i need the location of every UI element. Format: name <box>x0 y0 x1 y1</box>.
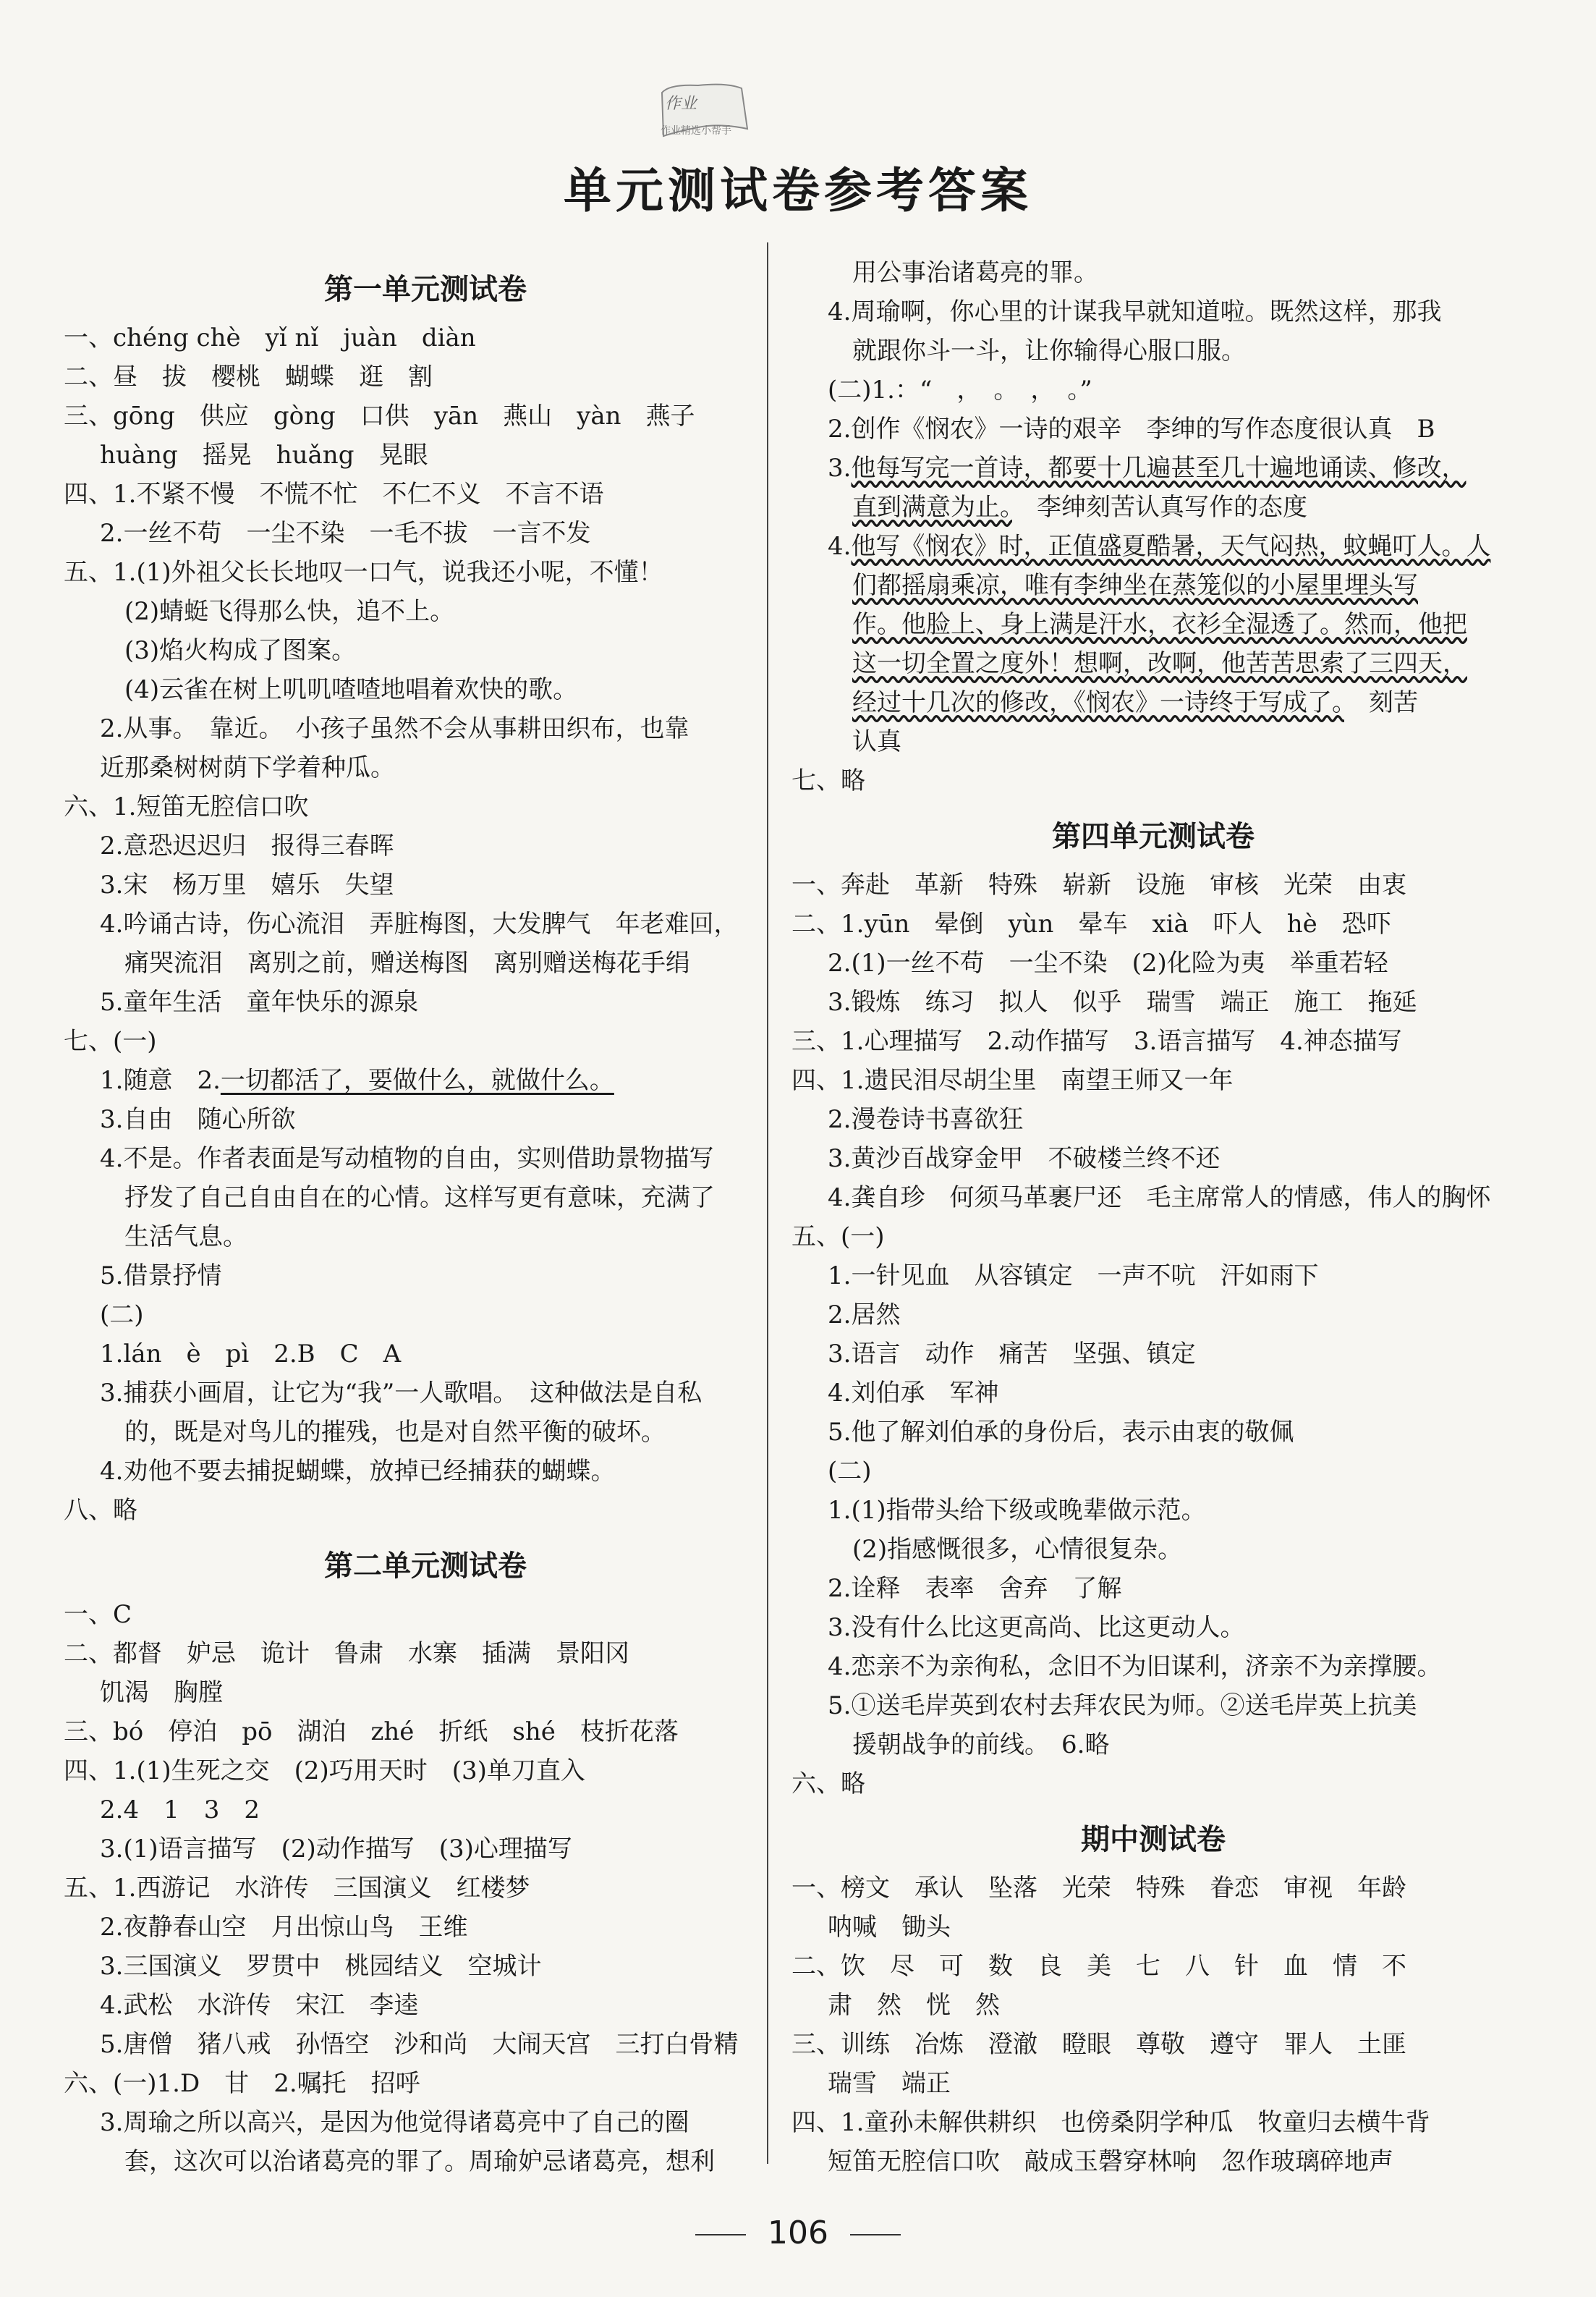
answer-line: 七、(一) <box>64 1027 157 1056</box>
answer-line: 的，既是对鸟儿的摧残，也是对自然平衡的破坏。 <box>124 1418 666 1447</box>
answer-line: 5.借景抒情 <box>100 1261 222 1290</box>
answer-line: 八、略 <box>64 1496 137 1525</box>
answer-line: 2.创作《悯农》一诗的艰辛 李绅的写作态度很认真 B <box>828 415 1435 444</box>
underlined-text: 直到满意为止。 <box>852 493 1012 522</box>
answer-line: 四、1.童孙未解供耕织 也傍桑阴学种瓜 牧童归去横牛背 <box>791 2108 1430 2137</box>
answer-line: 1.随意 2.一切都活了，要做什么，就做什么。 <box>100 1066 614 1095</box>
answer-line: 用公事治诸葛亮的罪。 <box>852 258 1098 287</box>
left-column <box>64 253 787 2181</box>
footer-dash-right <box>850 2234 901 2235</box>
answer-line: 4.周瑜啊，你心里的计谋我早就知道啦。既然这样，那我 <box>828 297 1442 326</box>
answer-line: 2.意恐迟迟归 报得三春晖 <box>100 832 394 860</box>
answer-line: 套，这次可以治诸葛亮的罪了。周瑜妒忌诸葛亮，想利 <box>124 2147 715 2176</box>
section-heading: 期中测试卷 <box>1081 1823 1226 1856</box>
answer-line: 3.他每写完一首诗，都要十几遍甚至几十遍地诵读、修改， <box>828 454 1466 483</box>
answer-line: 援朝战争的前线。 6.略 <box>852 1730 1110 1759</box>
answer-line: 六、1.短笛无腔信口吹 <box>64 792 309 821</box>
answer-line: 2.诠释 表率 舍弃 了解 <box>828 1574 1122 1603</box>
answer-line <box>791 644 1515 683</box>
answer-line: (4)云雀在树上叽叽喳喳地唱着欢快的歌。 <box>124 675 578 704</box>
answer-line: 1.(1)指带头给下级或晚辈做示范。 <box>828 1496 1206 1525</box>
answer-line: 一、chéng chè yǐ nǐ juàn diàn <box>64 323 476 352</box>
answer-line: 七、略 <box>791 766 865 795</box>
answer-line: 2.从事。 靠近。 小孩子虽然不会从事耕田织布，也靠 <box>100 714 689 743</box>
section-heading: 第一单元测试卷 <box>324 273 527 306</box>
answer-line: 3.(1)语言描写 (2)动作描写 (3)心理描写 <box>100 1835 572 1864</box>
answer-line: 5.①送毛岸英到农村去拜农民为师。②送毛岸英上抗美 <box>828 1691 1417 1720</box>
answer-line: 六、(一)1.D 甘 2.嘱托 招呼 <box>64 2069 420 2098</box>
answer-line: 1.一针见血 从容镇定 一声不吭 汗如雨下 <box>828 1261 1319 1290</box>
answer-line: 呐喊 锄头 <box>828 1913 951 1942</box>
answer-line <box>791 605 1515 644</box>
answer-line: 三、gōng 供应 gòng 口供 yān 燕山 yàn 燕子 <box>64 402 695 431</box>
answer-line: (2)指感慨很多，心情很复杂。 <box>852 1535 1183 1564</box>
answer-line: 4.劝他不要去捕捉蝴蝶，放掉已经捕获的蝴蝶。 <box>100 1457 616 1486</box>
logo-stamp <box>655 78 756 151</box>
underlined-text: 作。他脸上、身上满是汗水，衣衫全湿透了。然而，他把 <box>852 610 1467 639</box>
answer-line: 生活气息。 <box>124 1222 247 1251</box>
answer-line: 二、都督 妒忌 诡计 鲁肃 水寨 插满 景阳冈 <box>64 1639 629 1668</box>
answer-line: 三、1.心理描写 2.动作描写 3.语言描写 4.神态描写 <box>791 1027 1402 1056</box>
answer-line: 认真 <box>852 727 901 756</box>
answer-line: 四、1.(1)生死之交 (2)巧用天时 (3)单刀直入 <box>64 1756 585 1785</box>
answer-line: 肃 然 恍 然 <box>828 1991 1000 2020</box>
answer-line: 四、1.不紧不慢 不慌不忙 不仁不义 不言不语 <box>64 480 604 509</box>
answer-line: 五、1.(1)外祖父长长地叹一口气，说我还小呢，不懂！ <box>64 558 663 587</box>
answer-line: 3.三国演义 罗贯中 桃园结义 空城计 <box>100 1952 542 1981</box>
answer-line: 2.一丝不苟 一尘不染 一毛不拔 一言不发 <box>100 519 591 548</box>
answer-line: 三、bó 停泊 pō 湖泊 zhé 折纸 shé 枝折花落 <box>64 1717 679 1746</box>
section-heading: 第四单元测试卷 <box>1052 820 1255 853</box>
answer-line: 一、C <box>64 1600 132 1629</box>
answer-line: 4.恋亲不为亲徇私，念旧不为旧谋利，济亲不为亲撑腰。 <box>828 1652 1442 1681</box>
answer-line: 3.没有什么比这更高尚、比这更动人。 <box>828 1613 1245 1642</box>
page-number: 106 <box>768 2214 828 2251</box>
answer-line: 五、1.西游记 水浒传 三国演义 红楼梦 <box>64 1874 530 1903</box>
answer-line: 3.捕获小画眉，让它为“我”一人歌唱。 这种做法是自私 <box>100 1379 703 1408</box>
answer-line: 2.4 1 3 2 <box>100 1795 260 1824</box>
answer-line: 六、略 <box>791 1769 865 1798</box>
answer-line: 2.居然 <box>828 1300 901 1329</box>
answer-line: 二、昼 拔 樱桃 蝴蝶 逛 割 <box>64 363 433 392</box>
answer-line: 4.不是。作者表面是写动植物的自由，实则借助景物描写 <box>100 1144 714 1173</box>
underlined-text: 一切都活了，要做什么，就做什么。 <box>220 1066 614 1095</box>
answer-line: (二)1.：“ ， 。 ， 。” <box>828 376 1092 405</box>
answer-line: 二、1.yūn 晕倒 yùn 晕车 xià 吓人 hè 恐吓 <box>791 910 1391 939</box>
stamp-icon <box>655 78 756 151</box>
section-heading: 第二单元测试卷 <box>324 1549 527 1583</box>
answer-line: 5.他了解刘伯承的身份后，表示由衷的敬佩 <box>828 1418 1294 1447</box>
answer-line: 2.夜静春山空 月出惊山鸟 王维 <box>100 1913 468 1942</box>
answer-line <box>791 566 1515 605</box>
answer-line: huàng 摇晃 huǎng 晃眼 <box>100 441 428 470</box>
answer-line: 一、榜文 承认 坠落 光荣 特殊 眷恋 审视 年龄 <box>791 1874 1406 1903</box>
answer-line: 4.龚自珍 何须马革裹尸还 毛主席常人的情感，伟人的胸怀 <box>828 1183 1491 1212</box>
answer-line: (二) <box>100 1300 144 1329</box>
answer-line: 4.吟诵古诗，伤心流泪 弄脏梅图，大发脾气 年老难回， <box>100 910 739 939</box>
answer-line: 4.他写《悯农》时，正值盛夏酷暑，天气闷热，蚊蝇叮人。人 <box>828 532 1491 561</box>
answer-line: 4.武松 水浒传 宋江 李逵 <box>100 1991 419 2020</box>
stamp-bottom-text: 作业精选小帮手 <box>661 125 731 137</box>
answer-line: 二、饮 尽 可 数 良 美 七 八 针 血 情 不 <box>791 1952 1406 1981</box>
answer-line: 短笛无腔信口吹 敲成玉磬穿林响 忽作玻璃碎地声 <box>828 2147 1393 2176</box>
answer-line: 近那桑树树荫下学着种瓜。 <box>100 753 395 782</box>
answer-line: 3.宋 杨万里 嬉乐 失望 <box>100 871 394 900</box>
underlined-text: 经过十几次的修改，《悯农》一诗终于写成了。 <box>852 688 1344 717</box>
answer-line: 一、奔赴 革新 特殊 崭新 设施 审核 光荣 由衷 <box>791 871 1406 900</box>
underlined-text: 他写《悯农》时，正值盛夏酷暑，天气闷热，蚊蝇叮人。人 <box>851 532 1491 561</box>
answer-line: 3.锻炼 练习 拟人 似乎 瑞雪 端正 施工 拖延 <box>828 988 1417 1017</box>
answer-line: 3.自由 随心所欲 <box>100 1105 296 1134</box>
answer-line: (2)蜻蜓飞得那么快，追不上。 <box>124 597 455 626</box>
answer-line: 5.童年生活 童年快乐的源泉 <box>100 988 419 1017</box>
answer-line: 直到满意为止。 李绅刻苦认真写作的态度 <box>852 493 1307 522</box>
answer-line: 2.漫卷诗书喜欲狂 <box>828 1105 1024 1134</box>
answer-line: 五、(一) <box>791 1222 885 1251</box>
answer-line: 3.黄沙百战穿金甲 不破楼兰终不还 <box>828 1144 1221 1173</box>
underlined-text: 们都摇扇乘凉，唯有李绅坐在蒸笼似的小屋里埋头写 <box>852 571 1418 600</box>
answer-line: 抒发了自己自由自在的心情。这样写更有意味，充满了 <box>124 1183 715 1212</box>
answer-line: 5.唐僧 猪八戒 孙悟空 沙和尚 大闹天宫 三打白骨精 <box>100 2030 739 2059</box>
answer-line: 1.lán è pì 2.B C A <box>100 1340 402 1369</box>
answer-line: 就跟你斗一斗，让你输得心服口服。 <box>852 337 1246 365</box>
underlined-text: 这一切全置之度外！想啊，改啊，他苦苦思索了三四天， <box>852 649 1467 678</box>
answer-line: (二) <box>828 1457 872 1486</box>
answer-line: 饥渴 胸膛 <box>100 1678 223 1707</box>
answer-line: (3)焰火构成了图案。 <box>124 636 357 665</box>
answer-line: 瑞雪 端正 <box>828 2069 951 2098</box>
answer-line: 痛哭流泪 离别之前，赠送梅图 离别赠送梅花手绢 <box>124 949 690 978</box>
page-title: 单元测试卷参考答案 <box>564 163 1032 219</box>
footer-dash-left <box>695 2234 746 2235</box>
answer-line: 3.语言 动作 痛苦 坚强、镇定 <box>828 1340 1196 1369</box>
answer-line: 2.(1)一丝不苟 一尘不染 (2)化险为夷 举重若轻 <box>828 949 1388 978</box>
answer-line: 三、训练 冶炼 澄澈 瞪眼 尊敬 遵守 罪人 土匪 <box>791 2030 1406 2059</box>
answer-line: 经过十几次的修改，《悯农》一诗终于写成了。 刻苦 <box>852 688 1418 717</box>
stamp-top-text: 作业 <box>665 95 697 113</box>
page-footer <box>0 2214 1596 2251</box>
answer-line: 四、1.遗民泪尽胡尘里 南望王师又一年 <box>791 1066 1234 1095</box>
underlined-text: 他每写完一首诗，都要十几遍甚至几十遍地诵读、修改， <box>851 454 1466 483</box>
right-column <box>791 253 1515 2181</box>
answer-line: 3.周瑜之所以高兴，是因为他觉得诸葛亮中了自己的圈 <box>100 2108 689 2137</box>
answer-line: 4.刘伯承 军神 <box>828 1379 999 1408</box>
